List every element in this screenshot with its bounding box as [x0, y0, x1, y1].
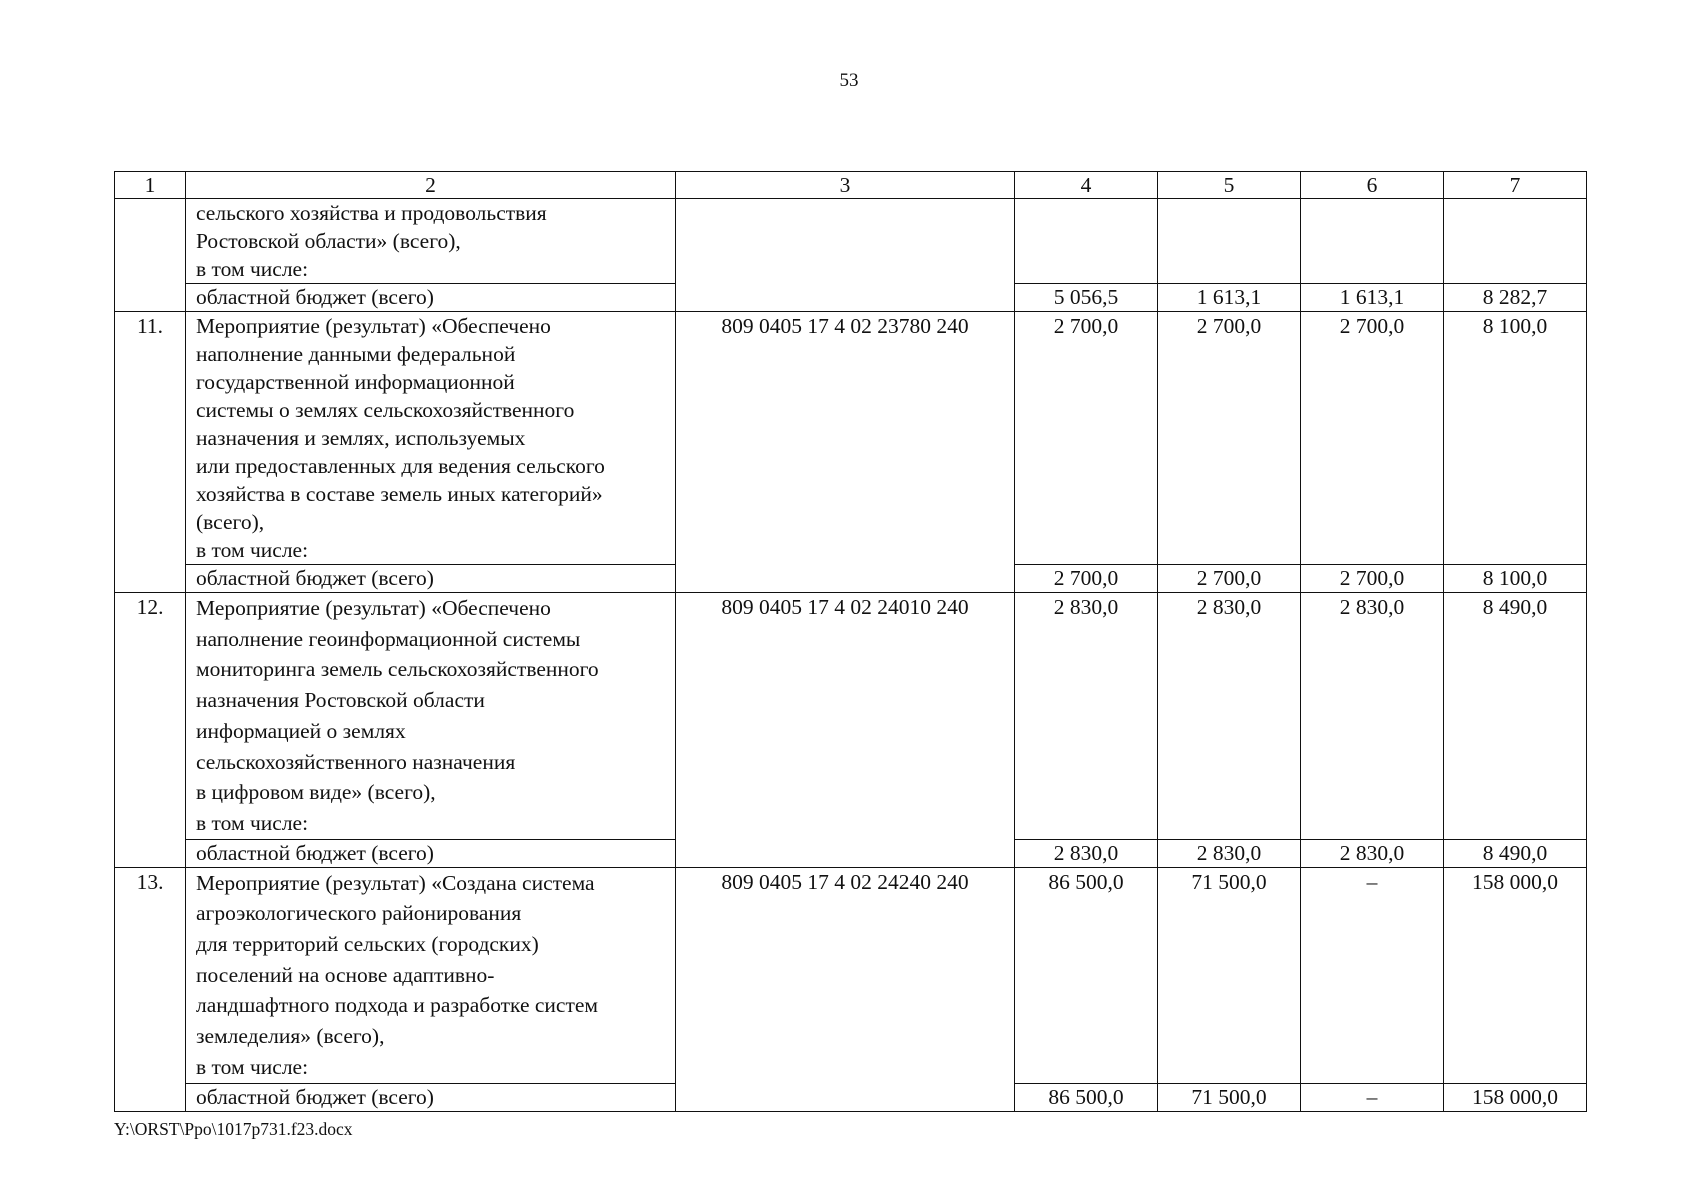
value-col6: 2 700,0	[1301, 312, 1444, 565]
description-line: информацией о землях	[196, 718, 406, 743]
budget-value-col4: 2 830,0	[1015, 839, 1158, 867]
budget-label: областной бюджет (всего)	[186, 1083, 676, 1111]
budget-table	[114, 171, 1587, 1112]
budget-value-col5: 71 500,0	[1158, 1083, 1301, 1111]
budget-code: 809 0405 17 4 02 24240 240	[676, 867, 1015, 1111]
description-line: ландшафтного подхода и разработке систем	[196, 993, 599, 1018]
description-line: в том числе:	[196, 810, 309, 835]
row-number: 11.	[115, 312, 186, 593]
value-col7: 8 100,0	[1444, 312, 1587, 565]
description-cell	[186, 593, 676, 840]
description-line: мониторинга земель сельскохозяйственного	[196, 657, 599, 682]
budget-label: областной бюджет (всего)	[186, 284, 676, 312]
budget-value-col6: 2 700,0	[1301, 565, 1444, 593]
column-number: 6	[1301, 172, 1444, 199]
column-number: 4	[1015, 172, 1158, 199]
budget-value-col5: 2 700,0	[1158, 565, 1301, 593]
description-line: (всего),	[196, 510, 265, 534]
description-line: в цифровом виде» (всего),	[196, 780, 436, 805]
description-line: Мероприятие (результат) «Создана система	[196, 870, 595, 895]
value-cell	[1301, 199, 1444, 284]
budget-code: 809 0405 17 4 02 24010 240	[676, 593, 1015, 868]
description-line: Ростовской области» (всего),	[196, 229, 461, 253]
file-path-footer: Y:\ORST\Ppo\1017p731.f23.docx	[114, 1119, 353, 1139]
page-number: 53	[839, 70, 859, 91]
value-cell	[1158, 199, 1301, 284]
column-number: 7	[1444, 172, 1587, 199]
description-line: назначения Ростовской области	[196, 688, 485, 713]
description-line: в том числе:	[196, 1054, 309, 1079]
description-line: поселений на основе адаптивно-	[196, 962, 495, 987]
description-line: агроэкологического районирования	[196, 901, 522, 926]
activity-row-13	[115, 867, 1587, 1083]
description-line: сельскохозяйственного назначения	[196, 749, 516, 774]
column-number: 3	[676, 172, 1015, 199]
column-number: 1	[115, 172, 186, 199]
value-col6: –	[1301, 867, 1444, 1083]
budget-value-col4: 86 500,0	[1015, 1083, 1158, 1111]
budget-label: областной бюджет (всего)	[186, 565, 676, 593]
budget-value-col6: –	[1301, 1083, 1444, 1111]
budget-value-col4: 5 056,5	[1015, 284, 1158, 312]
description-line: наполнение геоинформационной системы	[196, 626, 581, 651]
value-col5: 71 500,0	[1158, 867, 1301, 1083]
row-number: 13.	[115, 867, 186, 1111]
column-number: 2	[186, 172, 676, 199]
code-cell	[676, 199, 1015, 312]
budget-value-col6: 1 613,1	[1301, 284, 1444, 312]
description-line: государственной информационной	[196, 370, 515, 394]
budget-value-col7: 158 000,0	[1444, 1083, 1587, 1111]
budget-label: областной бюджет (всего)	[186, 839, 676, 867]
budget-value-col5: 2 830,0	[1158, 839, 1301, 867]
budget-value-col6: 2 830,0	[1301, 839, 1444, 867]
value-cell	[1015, 199, 1158, 284]
value-col6: 2 830,0	[1301, 593, 1444, 840]
budget-value-col7: 8 490,0	[1444, 839, 1587, 867]
description-cell	[186, 199, 676, 284]
row-number: 12.	[115, 593, 186, 868]
value-col4: 86 500,0	[1015, 867, 1158, 1083]
budget-value-col7: 8 100,0	[1444, 565, 1587, 593]
value-col5: 2 700,0	[1158, 312, 1301, 565]
value-col5: 2 830,0	[1158, 593, 1301, 840]
column-number: 5	[1158, 172, 1301, 199]
continuation-row	[115, 199, 1587, 284]
value-col4: 2 700,0	[1015, 312, 1158, 565]
budget-code: 809 0405 17 4 02 23780 240	[676, 312, 1015, 593]
value-col7: 158 000,0	[1444, 867, 1587, 1083]
budget-value-col7: 8 282,7	[1444, 284, 1587, 312]
description-line: Мероприятие (результат) «Обеспечено	[196, 314, 551, 338]
description-line: наполнение данными федеральной	[196, 342, 516, 366]
description-line: сельского хозяйства и продовольствия	[196, 201, 547, 225]
budget-value-col4: 2 700,0	[1015, 565, 1158, 593]
value-col4: 2 830,0	[1015, 593, 1158, 840]
column-number-row	[115, 172, 1587, 199]
description-cell	[186, 312, 676, 565]
description-cell	[186, 867, 676, 1083]
description-line: системы о землях сельскохозяйственного	[196, 398, 575, 422]
description-line: в том числе:	[196, 257, 309, 281]
budget-value-col5: 1 613,1	[1158, 284, 1301, 312]
activity-row-12	[115, 593, 1587, 840]
description-line: земледелия» (всего),	[196, 1024, 385, 1049]
row-number-cell	[115, 199, 186, 312]
value-cell	[1444, 199, 1587, 284]
description-line: Мероприятие (результат) «Обеспечено	[196, 596, 551, 620]
value-col7: 8 490,0	[1444, 593, 1587, 840]
description-line: назначения и землях, используемых	[196, 426, 526, 450]
description-line: для территорий сельских (городских)	[196, 932, 539, 957]
description-line: или предоставленных для ведения сельского	[196, 454, 605, 478]
description-line: хозяйства в составе земель иных категорий»	[196, 482, 603, 506]
activity-row-11	[115, 312, 1587, 565]
description-line: в том числе:	[196, 538, 309, 562]
